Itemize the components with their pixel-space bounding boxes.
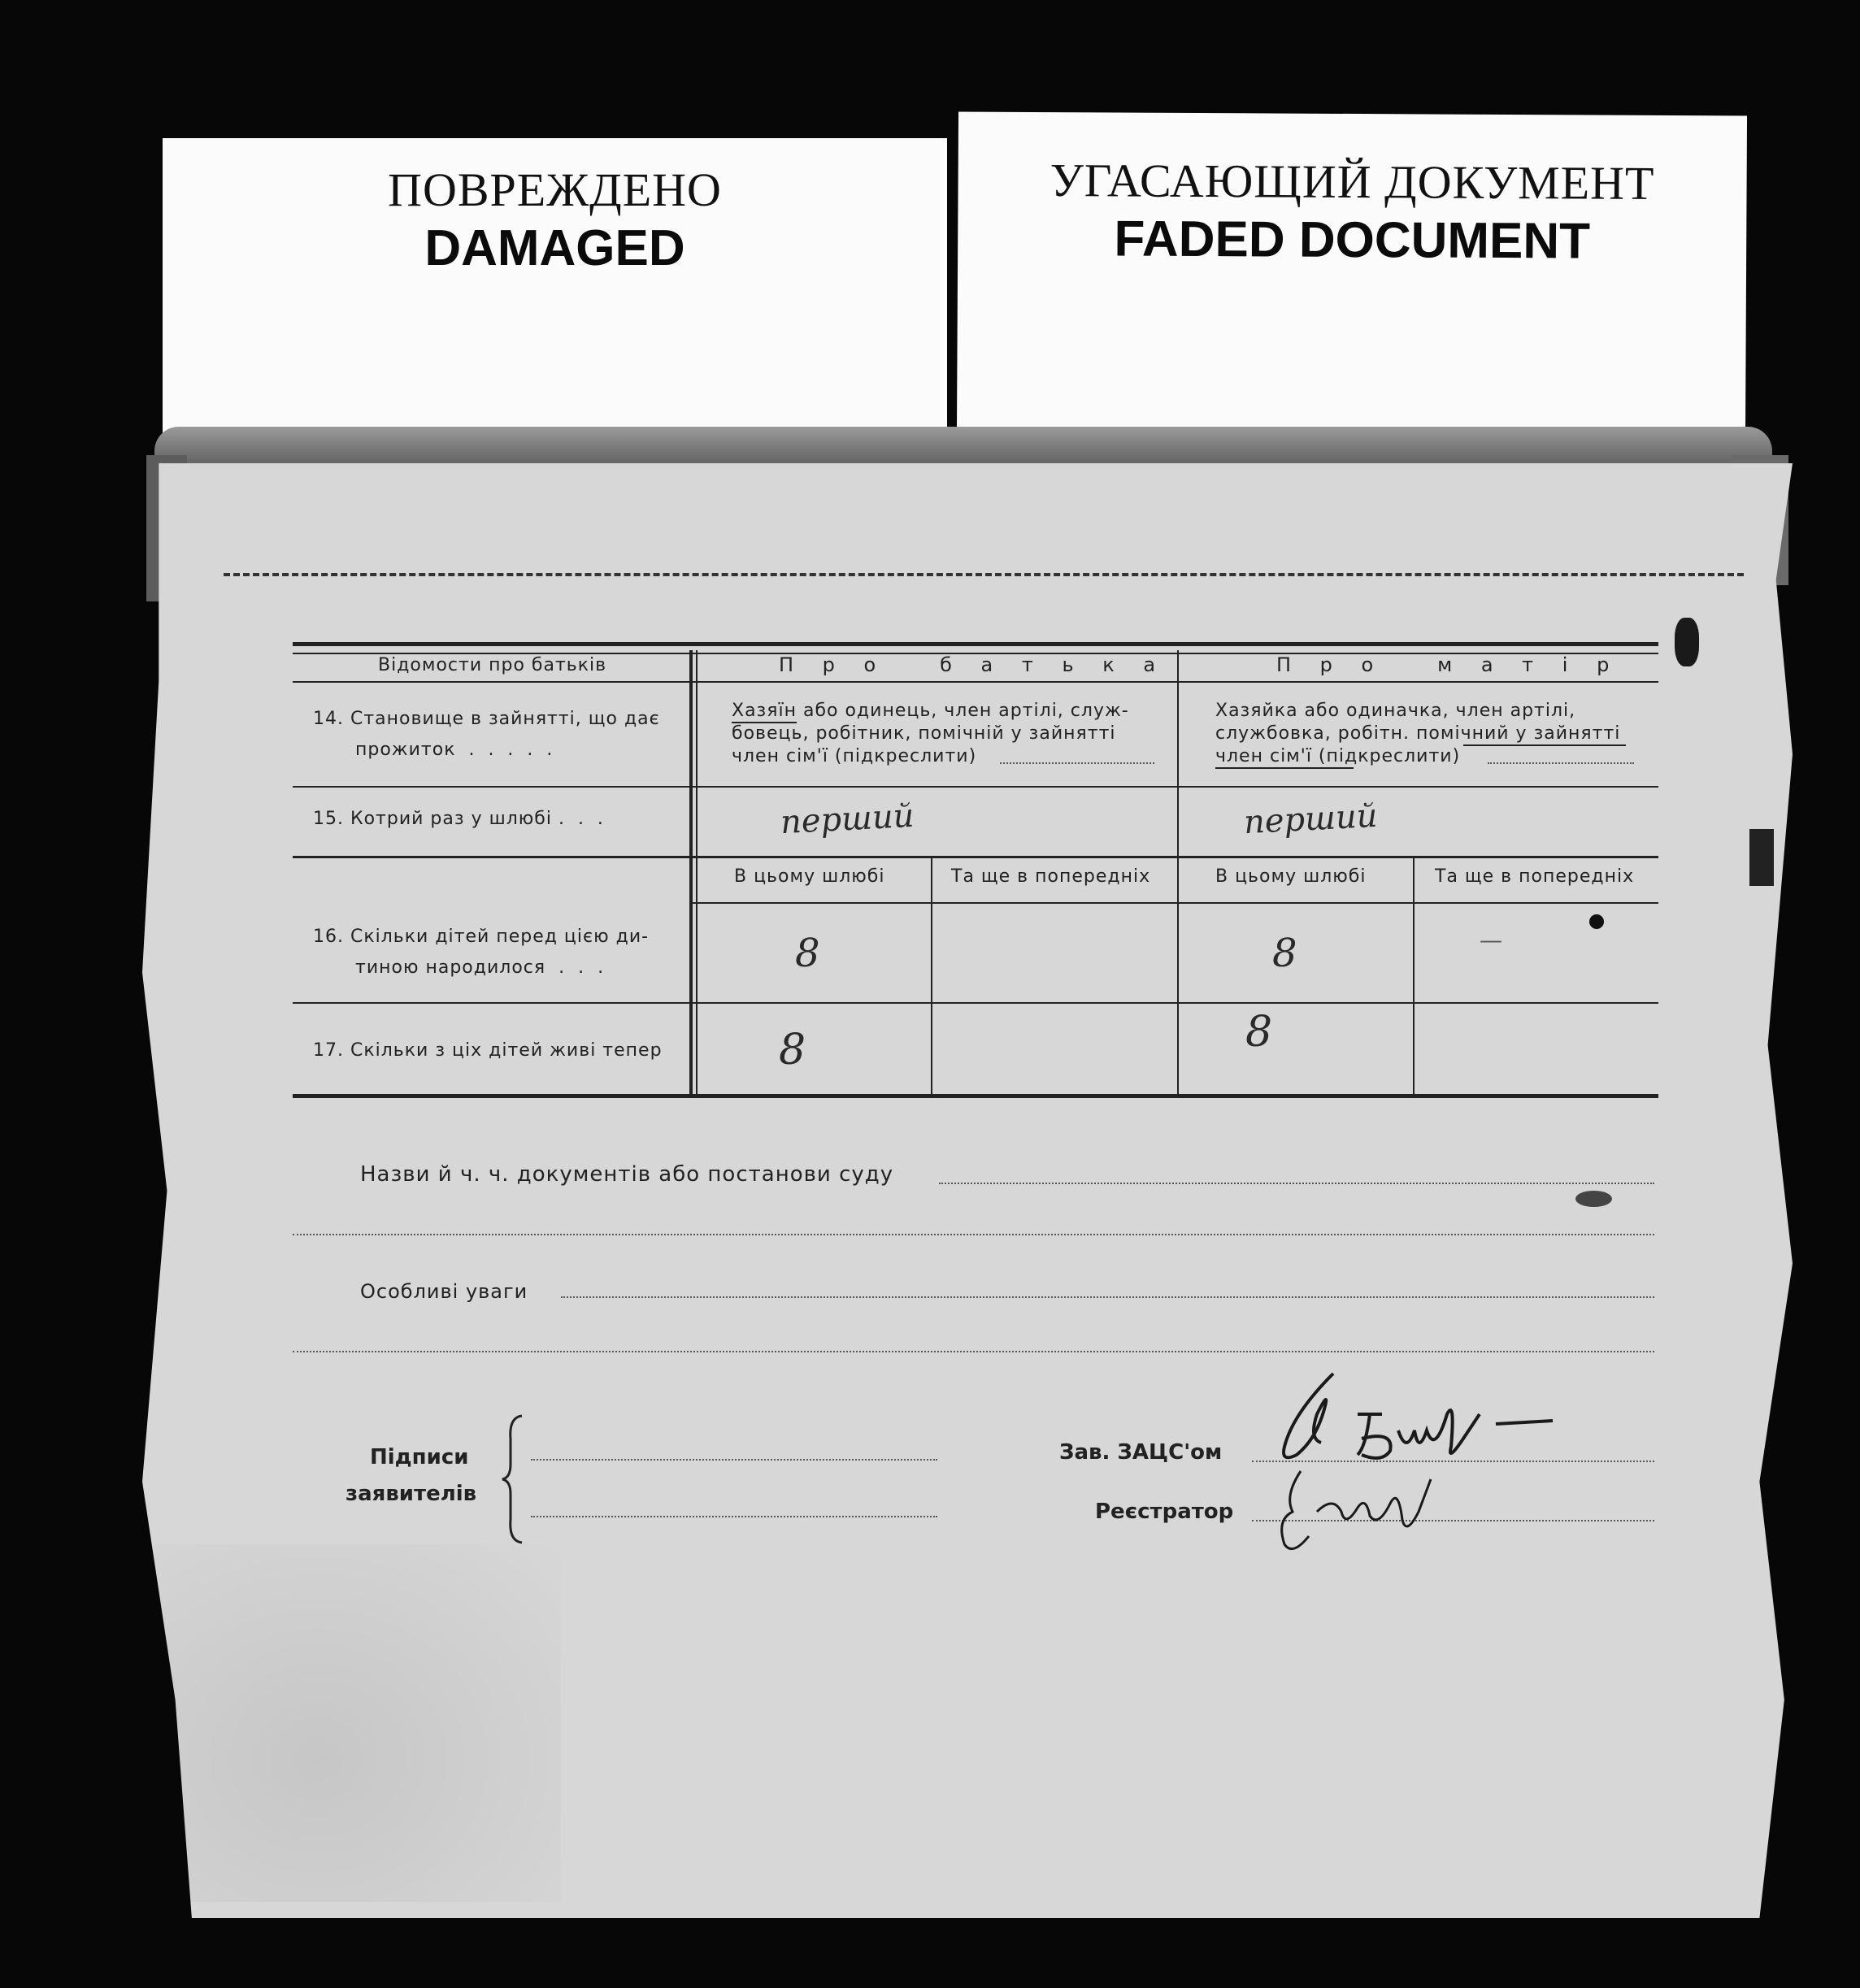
applicants-label-line2: заявителів — [345, 1482, 477, 1506]
faded-tag — [957, 111, 1747, 441]
subheader-mother-previous: Та ще в попередніх — [1435, 866, 1635, 887]
row14-mother-line1: Хазяйка або одиначка, член артілі, — [1215, 701, 1576, 721]
subheader-father-this: В цьому шлюбі — [734, 866, 885, 887]
row15-top-rule — [293, 786, 1658, 788]
row16-mother-prev: — — [1480, 927, 1502, 953]
row14-top-rule — [293, 681, 1658, 683]
applicants-sign-line-1 — [531, 1459, 937, 1461]
applicants-sign-line-2 — [531, 1516, 937, 1517]
row14-mother-line3: член сім'ї (підкреслити) — [1215, 746, 1461, 766]
damage-spot-right-2 — [1749, 829, 1774, 886]
faded-tag-en: FADED DOCUMENT — [1114, 211, 1591, 270]
row15-label: 15. Котрий раз у шлюбі . . . — [313, 809, 604, 829]
documents-line-2 — [293, 1234, 1654, 1235]
underline-mother-chlen — [1215, 767, 1354, 769]
subheader-father-previous: Та ще в попередніх — [951, 866, 1151, 887]
applicants-brace — [504, 1414, 528, 1544]
head-signature — [1260, 1365, 1569, 1471]
row15-father-value: перший — [779, 797, 915, 842]
row16-top-rule — [293, 856, 1658, 858]
underline-father-khaziain — [732, 722, 797, 723]
remarks-line-2 — [293, 1351, 1654, 1352]
header-col-father: П р о б а т ь к а — [779, 653, 1167, 676]
row17-label: 17. Скільки з ціх дітей живі тепер — [313, 1040, 663, 1061]
damaged-tag-en: DAMAGED — [424, 220, 685, 276]
underline-mother-pomichnyi — [1463, 744, 1626, 746]
damage-spot-right-3 — [1589, 914, 1604, 929]
subheader-rule — [691, 902, 1658, 904]
damaged-tag — [163, 138, 947, 439]
registrar-signature — [1268, 1463, 1480, 1560]
row14-label-line2: прожиток . . . . . — [355, 740, 554, 760]
row14-mother-line2: службовка, робітн. помічний у зайнятті — [1215, 723, 1621, 744]
table-bottom-rule — [293, 1094, 1658, 1098]
damage-spot-right-4 — [1575, 1191, 1612, 1207]
col-divider-father-sub — [931, 857, 932, 1096]
row16-mother-this: 8 — [1272, 931, 1297, 976]
table-top-rule — [293, 642, 1658, 646]
row14-father-line2: бовець, робітник, помічній у зайнятті — [732, 723, 1116, 744]
row17-mother-this: 8 — [1245, 1008, 1273, 1057]
remarks-line-1 — [561, 1296, 1654, 1298]
row17-father-this: 8 — [779, 1026, 806, 1074]
row17-top-rule — [293, 1002, 1658, 1004]
row14-father-fill — [1000, 762, 1154, 764]
row16-father-this: 8 — [795, 931, 820, 976]
subheader-mother-this: В цьому шлюбі — [1215, 866, 1367, 887]
row16-label-line1: 16. Скільки дітей перед цією ди- — [313, 927, 650, 947]
row14-mother-fill — [1488, 762, 1634, 764]
row14-father-line3: член сім'ї (підкреслити) — [732, 746, 977, 766]
header-col-mother: П р о м а т і р — [1276, 653, 1621, 676]
header-col-parents-info: Відомости про батьків — [378, 655, 607, 675]
row14-father-line1: Хазяїн або одинець, член артілі, служ- — [732, 701, 1129, 721]
col-divider-label — [689, 650, 693, 1096]
remarks-label: Особливі уваги — [360, 1280, 528, 1303]
col-divider-parents — [1177, 650, 1179, 1096]
head-label: Зав. ЗАЦС'ом — [1059, 1440, 1223, 1465]
damage-spot-right-1 — [1675, 618, 1699, 666]
damaged-tag-ru: ПОВРЕЖДЕНО — [388, 163, 722, 216]
col-divider-label-2 — [696, 650, 698, 1096]
row15-mother-value: перший — [1242, 797, 1379, 842]
documents-line-1 — [939, 1183, 1654, 1184]
row14-label-line1: 14. Становище в зайнятті, що дає — [313, 709, 660, 729]
col-divider-mother-sub — [1413, 857, 1415, 1096]
row16-label-line2: тиною народилося . . . — [355, 957, 605, 978]
sheet-stain — [154, 1544, 561, 1902]
applicants-label-line1: Підписи — [370, 1445, 469, 1469]
registrar-label: Реєстратор — [1095, 1500, 1234, 1524]
perforation-line — [224, 573, 1744, 576]
faded-tag-ru: УГАСАЮЩИЙ ДОКУМЕНТ — [1050, 154, 1655, 210]
documents-label: Назви й ч. ч. документів або постанови суду — [360, 1162, 894, 1187]
